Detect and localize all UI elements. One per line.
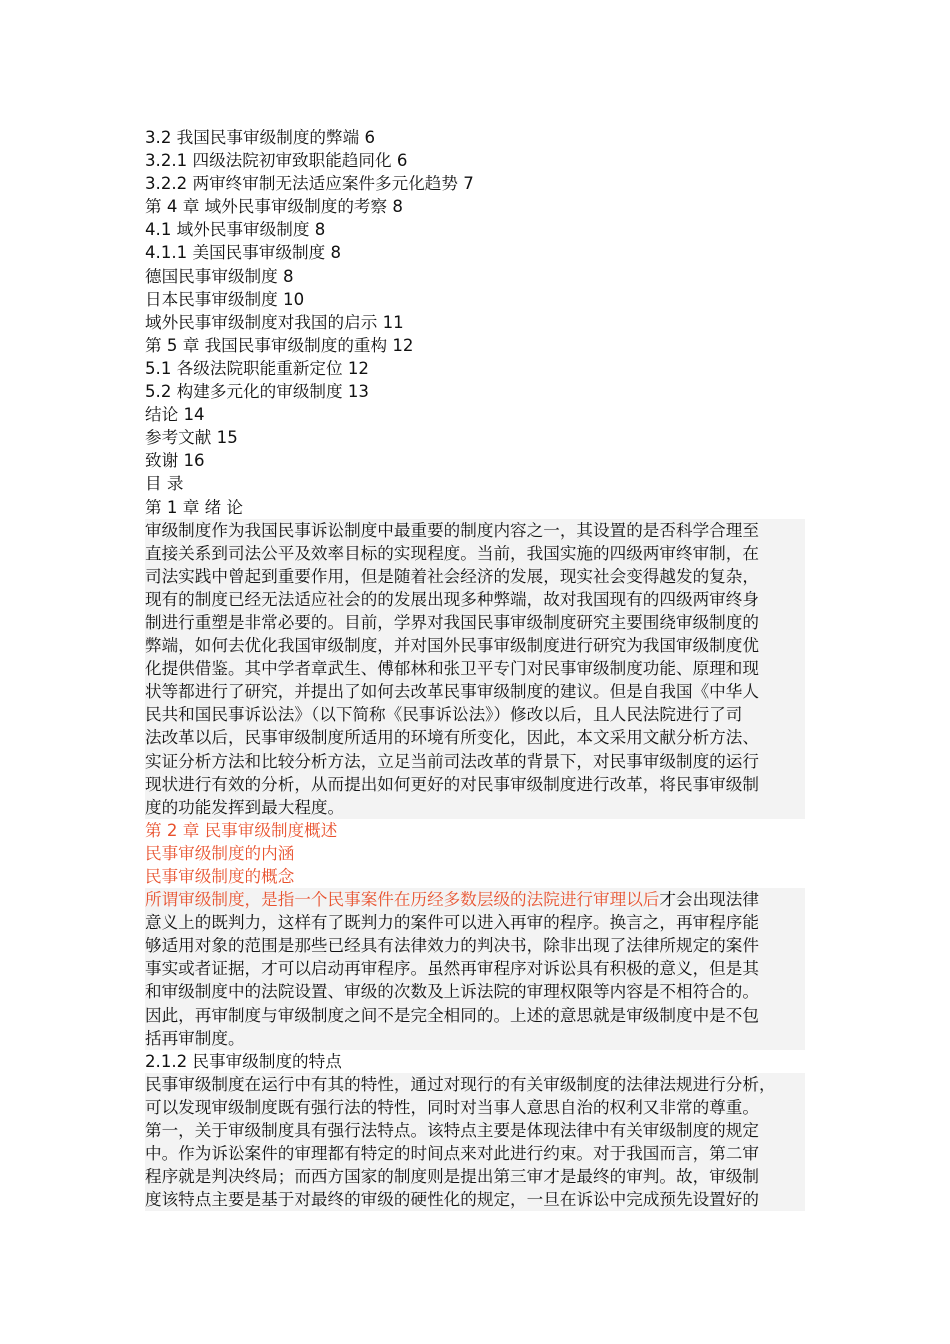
paragraph-line: 意义上的既判力，这样有了既判力的案件可以进入再审的程序。换言之，再审程序能 bbox=[145, 913, 759, 933]
toc-line: 日本民事审级制度 10 bbox=[145, 289, 305, 309]
toc-line: 4.1 域外民事审级制度 8 bbox=[145, 220, 326, 240]
paragraph-line: 够适用对象的范围是那些已经具有法律效力的判决书，除非出现了法律所规定的案件 bbox=[145, 936, 759, 956]
paragraph-line: 实证分析方法和比较分析方法，立足当前司法改革的背景下，对民事审级制度的运行 bbox=[145, 751, 759, 771]
paragraph-line: 第一，关于审级制度具有强行法特点。该特点主要是体现法律中有关审级制度的规定 bbox=[145, 1121, 759, 1141]
paragraph-line: 状等都进行了研究，并提出了如何去改革民事审级制度的建议。但是自我国《中华人 bbox=[145, 682, 759, 702]
paragraph-line: 司法实践中曾起到重要作用，但是随着社会经济的发展，现实社会变得越发的复杂， bbox=[145, 566, 759, 586]
paragraph-line: 现状进行有效的分析，从而提出如何更好的对民事审级制度进行改革，将民事审级制 bbox=[145, 774, 759, 794]
paragraph-line: 化提供借鉴。其中学者章武生、傅郁林和张卫平专门对民事审级制度功能、原理和现 bbox=[145, 659, 759, 679]
paragraph-line: 民事审级制度在运行中有其的特性，通过对现行的有关审级制度的法律法规进行分析， bbox=[145, 1074, 776, 1094]
table-of-contents bbox=[145, 126, 805, 519]
paragraph-line: 程序就是判决终局；而西方国家的制度则是提出第三审才是最终的审判。故，审级制 bbox=[145, 1167, 759, 1187]
toc-line: 参考文献 15 bbox=[145, 428, 238, 448]
toc-title: 目 录 bbox=[145, 474, 184, 494]
paragraph-line: 度该特点主要是基于对最终的审级的硬性化的规定，一旦在诉讼中完成预先设置好的 bbox=[145, 1190, 759, 1210]
paragraph-line: 事实或者证据，才可以启动再审程序。虽然再审程序对诉讼具有积极的意义，但是其 bbox=[145, 959, 759, 979]
toc-line: 第 5 章 我国民事审级制度的重构 12 bbox=[145, 335, 414, 355]
chapter-2-heading: 第 2 章 民事审级制度概述 bbox=[145, 820, 338, 840]
toc-line: 5.2 构建多元化的审级制度 13 bbox=[145, 382, 369, 402]
paragraph-line: 可以发现审级制度既有强行法的特性，同时对当事人意思自治的权利又非常的尊重。 bbox=[145, 1097, 759, 1117]
paragraph-line: 中。作为诉讼案件的审理都有特定的时间点来对此进行约束。对于我国而言，第二审 bbox=[145, 1144, 759, 1164]
toc-line: 3.2.2 两审终审制无法适应案件多元化趋势 7 bbox=[145, 174, 474, 194]
toc-line: 第 4 章 域外民事审级制度的考察 8 bbox=[145, 197, 403, 217]
paragraph-line: 弊端，如何去优化我国审级制度，并对国外民事审级制度进行研究为我国审级制度优 bbox=[145, 636, 759, 656]
feature-heading: 2.1.2 民事审级制度的特点 bbox=[145, 1051, 342, 1071]
paragraph-line: 度的功能发挥到最大程度。 bbox=[145, 797, 345, 817]
paragraph-line: 括再审制度。 bbox=[145, 1028, 245, 1048]
paragraph-line: 民共和国民事诉讼法》（以下简称《民事诉讼法》）修改以后，且人民法院进行了司 bbox=[145, 705, 743, 725]
paragraph-line: 制进行重塑是非常必要的。目前，学界对我国民事审级制度研究主要围绕审级制度的 bbox=[145, 612, 759, 632]
subsection-heading: 民事审级制度的概念 bbox=[145, 867, 295, 886]
toc-line: 致谢 16 bbox=[145, 451, 205, 471]
paragraph-line: 审级制度作为我国民事诉讼制度中最重要的制度内容之一，其设置的是否科学合理至 bbox=[145, 520, 759, 540]
intro-paragraph bbox=[145, 519, 805, 819]
highlighted-definition: 所谓审级制度，是指一个民事案件在历经多数层级的法院进行审理以后 bbox=[145, 890, 660, 910]
paragraph-line: 和审级制度中的法院设置、审级的次数及上诉法院的审理权限等内容是不相符合的。 bbox=[145, 982, 759, 1002]
toc-line: 3.2 我国民事审级制度的弊端 6 bbox=[145, 128, 376, 147]
document-page bbox=[145, 126, 805, 1211]
paragraph-line bbox=[145, 888, 805, 911]
paragraph-line: 法改革以后，民事审级制度所适用的环境有所变化，因此，本文采用文献分析方法、 bbox=[145, 728, 759, 748]
toc-line: 3.2.1 四级法院初审致职能趋同化 6 bbox=[145, 151, 408, 171]
chapter-1-heading: 第 1 章 绪 论 bbox=[145, 497, 244, 517]
paragraph-line: 因此，再审制度与审级制度之间不是完全相同的。上述的意思就是审级制度中是不包 bbox=[145, 1005, 759, 1025]
paragraph-line: 直接关系到司法公平及效率目标的实现程度。当前，我国实施的四级两审终审制，在 bbox=[145, 543, 759, 563]
section-heading: 民事审级制度的内涵 bbox=[145, 843, 295, 863]
toc-line: 结论 14 bbox=[145, 405, 205, 425]
toc-line: 5.1 各级法院职能重新定位 12 bbox=[145, 358, 369, 378]
toc-line: 德国民事审级制度 8 bbox=[145, 266, 294, 286]
toc-line: 4.1.1 美国民事审级制度 8 bbox=[145, 243, 342, 263]
paragraph-line: 现有的制度已经无法适应社会的的发展出现多种弊端，故对我国现有的四级两审终身 bbox=[145, 589, 759, 609]
concept-paragraph bbox=[145, 888, 805, 1050]
definition-continuation: 才会出现法律 bbox=[659, 890, 759, 910]
toc-line: 域外民事审级制度对我国的启示 11 bbox=[145, 312, 404, 332]
feature-paragraph bbox=[145, 1073, 805, 1212]
